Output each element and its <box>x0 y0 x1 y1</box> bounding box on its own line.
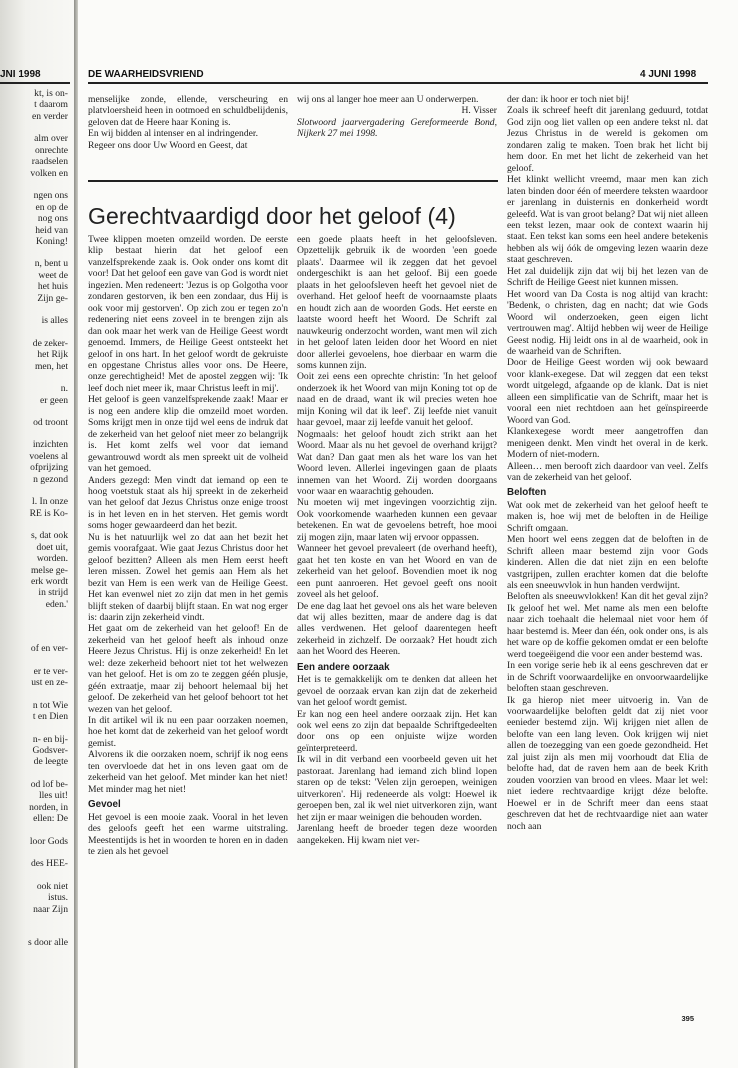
left-page-fragment-line: eden.' <box>45 598 68 610</box>
paragraph: wij ons al langer hoe meer aan U onderwerpen. <box>297 94 479 105</box>
paragraph: Ooit zei eens een oprechte christin: 'In het geloof onderzoek ik het Woord van mijn Koning tot op de naad en de draad, want ik wil precies weten hoe mijn Koning wil dat ik leef'. Zij leefde niet vanuit haar gevoel, maar zij leefde vanuit het geloof. <box>297 371 497 429</box>
left-page-fragment-line: kt, is on- <box>34 88 68 99</box>
paragraph: der dan: ik hoor er toch niet bij! <box>507 94 630 105</box>
left-page-fragment-line <box>0 915 70 926</box>
left-page-fragment-line: loor Gods <box>29 835 68 847</box>
paragraph: Ik wil in dit verband een voorbeeld geven uit het pastoraat. Jarenlang had iemand zich blind lopen staren op de tekst: 'Velen zijn geroepen, weinigen uitverkoren'. Hij redeneerde als volgt: Hoewel ik geroepen ben, zal ik wel niet uitverkoren zijn, want het zijn er maar weinigen die behouden worden. <box>297 754 497 823</box>
left-page-fragments <box>0 88 70 1008</box>
left-page-fragment-line: Koning! <box>36 235 68 247</box>
left-page-fragment-line <box>0 632 70 643</box>
paragraph: Nu is het natuurlijk wel zo dat aan het bezit het gemis voorafgaat. Wie gaat Jezus Christus door het geloof bezitten? Alleen als men Hem eerst heeft leren missen. Zowel het gemis aan Hem als het bezit van Hem is een werk van de Heilige Geest. Het kan evenwel niet zo zijn dat men in het gemis blijft steken of daarbij blijft staan. En wat nog erger is: daarin zijn zekerheid vindt. <box>88 531 288 623</box>
left-page-fragment-line: t en Dien <box>32 711 68 723</box>
left-page-fragment-line <box>0 689 70 700</box>
left-page-fragment-line: inzichten <box>32 439 68 451</box>
subheading-een-andere-oorzaak: Een andere oorzaak <box>297 661 390 673</box>
paragraph: Het klinkt wellicht vreemd, maar men kan zich laten binden door één of meerdere teksten waardoor er jarenlang in duisternis en donkerheid wordt geleefd. Wat is van groot belang? Dat wij niet alleen een tekst lezen, maar ook de context waarin hij staat. Een tekst kan soms een heel andere betekenis hebben als wij óók de omgeving lezen waarin deze staat geschreven. <box>507 174 708 266</box>
left-page-fragment-line <box>0 519 70 530</box>
left-page-fragment-line: is alles <box>41 315 68 327</box>
left-page-fragment-line <box>0 247 70 258</box>
paragraph: Twee klippen moeten omzeild worden. De eerste klip bestaat hierin dat het geloof een vanzelfsprekende zaak is. Ook onder ons komt dit voor! Dat het geloof een gave van God is wordt niet ingezien. Men redeneert: 'Jezus is op Golgotha voor zondaren gestorven, ik ben een zondaar, dus Hij is ook voor mij gestorven'. Op zich zou er tegen zo'n redenering niet eens zoveel in te brengen zijn als dan ook maar het werk van de Heilige Geest wordt genoemd. Immers, de Heilige Geest ontsteekt het geloof in ons hart. In het geloof wordt de gekruiste en opgestane Christus alles voor ons. De Heere, onze gerechtigheid! Met de apostel zeggen wij: 'Ik leef doch niet meer ik, maar Christus leeft in mij'. <box>88 234 288 394</box>
left-page-fragment-line: ngen ons <box>33 190 68 202</box>
left-page-fragment-line: doet uit, <box>36 541 68 553</box>
left-page-fragment-line: de leegte <box>33 756 68 768</box>
author-signature: H. Visser <box>461 105 497 117</box>
left-page-fragment-line <box>0 304 70 315</box>
paragraph: Het zal duidelijk zijn dat wij bij het lezen van de Schrift de Heilige Geest niet kunnen missen. <box>507 265 708 289</box>
paragraph: Jarenlang heeft de broeder tegen deze woorden aangekeken. Hij kwam niet ver- <box>297 823 497 846</box>
paragraph: Alvorens ik die oorzaken noem, schrijf ik nog eens ten overvloede dat het in ons leven gaat om de zekerheid van het geloof. Met minder kan het niet! Met minder mag het niet! <box>88 749 288 795</box>
left-page-fragment-line: de zeker- <box>32 337 68 349</box>
left-page-fragment-line: des HEE- <box>30 858 68 870</box>
left-page-fragment-line: Godsver- <box>32 745 68 757</box>
left-page-fragment-line <box>0 610 70 621</box>
left-page-fragment-line: s door alle <box>28 937 68 949</box>
paragraph: Nogmaals: het geloof houdt zich strikt aan het Woord. Maar als nu het gevoel de overhand krijgt? Wat dan? Dan gaat men als het ware los van het Woord leven. Allerlei ingevingen gaan de plaats innemen van het Woord. Zij worden doorgaans voor waar en waarachtig gehouden. <box>297 428 497 497</box>
article-column-3 <box>507 94 708 1004</box>
left-page-fragment-line: en op de <box>35 201 68 213</box>
left-page-fragment-line: melse ge- <box>30 564 68 576</box>
left-page-fragment-line: weet de <box>38 269 68 281</box>
article-divider-rule <box>88 180 498 182</box>
paragraph: Het gevoel is een mooie zaak. Vooral in het leven des geloofs geeft het een warme uitstraling. Meestentijds is het in woorden te horen en in daden te zien als het gevoel <box>88 811 288 858</box>
paragraph: Zoals ik schreef heeft dit jarenlang geduurd, totdat God zijn oog liet vallen op een andere tekst nl. dat Jezus Christus in de wereld is gekomen om zondaren zalig te maken. Toen brak het licht bij hem door. En met het licht de zekerheid van het geloof. <box>507 105 708 174</box>
paragraph: En wij bidden al intenser en al indringender. <box>88 128 258 140</box>
left-page-fragment-line: ust en ze- <box>31 677 68 689</box>
left-page-fragment-line: er te ver- <box>33 665 68 677</box>
article-column-2 <box>297 234 497 1004</box>
paragraph: In een vorige serie heb ik al eens geschreven dat er in de Schrift voorwaardelijke en onvoorwaardelijke beloften staan geschreven. <box>507 660 708 695</box>
paragraph: Nu moeten wij met ingevingen voorzichtig zijn. Ook voorkomende waarheden kunnen een gevaar betekenen. En wat de gevoelens betreft, hoe mooi zij mogen zijn, maar laten wij ervoor oppassen. <box>297 497 497 543</box>
paragraph: Het is te gemakkelijk om te denken dat alleen het gevoel de oorzaak ervan kan zijn dat de zekerheid van het geloof wordt gemist. <box>297 674 497 709</box>
left-page-fragment-line: t daarom <box>34 99 68 111</box>
left-page-fragment-line: het huis <box>37 281 68 293</box>
left-page-fragment-line: volken en <box>30 167 68 179</box>
left-page-fragment-line: erk wordt <box>30 575 68 587</box>
previous-article-col2 <box>297 94 497 186</box>
paragraph: een goede plaats heeft in het geloofsleven. Opzettelijk gebruik ik de woorden 'een goede plaats'. Daarmee wil ik zeggen dat het gevoel ondergeschikt is aan het geloof. Bij een goede plaats in het geloofsleven heeft het gevoel niet de overhand. Het geloof heeft de voornaamste plaats en houdt zich aan de woorden Gods. Het eerste en laatste woord heeft het Woord. De Schrift zal nauwkeurig onderzocht worden, want men wil zich in het geloof laten leiden door het Woord en niet door allerlei gevoelens, hoe dierbaar en warm die soms kunnen zijn. <box>297 234 497 371</box>
left-page-fragment-line: heid van <box>35 224 68 236</box>
paragraph: menselijke zonde, ellende, verscheuring en platvloersheid heen in ootmoed en schuldbelijdenis, geloven dat de Heere haar Koning is. <box>88 94 288 128</box>
running-header-date: 4 JUNI 1998 <box>640 69 697 80</box>
paragraph: Er kan nog een heel andere oorzaak zijn. Het kan ook wel eens zo zijn dat bepaalde Schriftgedeelten door ons op een onjuiste wijze worden geïnterpreteerd. <box>297 708 497 754</box>
left-page-fragment-line: worden. <box>36 553 68 565</box>
paragraph: Het gaat om de zekerheid van het geloof! En de zekerheid van het geloof heeft als inhoud onze Heere Jezus Christus. Hij is onze zekerheid! En let wel: deze zekerheid behoort niet tot het welwezen van het geloof. Het is om zo te zeggen géén plusje, géén extraatje, maar zij behoort helemaal bij het geloof. De zekerheid van het geloof behoort tot het wezen van het geloof. <box>88 623 288 715</box>
page-number: 395 <box>681 1014 694 1023</box>
paragraph: De ene dag laat het gevoel ons als het ware beleven dat wij alles bezitten, maar de andere dag is dat alles verdwenen. Het geloof daarentegen heeft zekerheid in zichzelf. De oorzaak? Het houdt zich aan het Woord des Heeren. <box>297 600 497 658</box>
left-page-fragment-line <box>0 621 70 632</box>
left-page-fragment-line: of en ver- <box>30 643 68 655</box>
left-page-fragment-line: onrechte <box>34 144 68 156</box>
left-page-fragment-line: n gezond <box>33 473 68 485</box>
left-page-fragment-line: s, dat ook <box>30 530 68 542</box>
subheading-gevoel: Gevoel <box>88 799 121 811</box>
left-page-fragment-line: ook niet <box>36 880 68 892</box>
paragraph: Wanneer het gevoel prevaleert (de overhand heeft), gaat het ten koste en van het Woord en van de zekerheid van het geloof. Bovendien moet ik nog een punt aanroeren. Het gevoel geeft ons nooit zoveel als het geloof. <box>297 543 497 601</box>
left-page-fragment-line: istus. <box>48 892 68 904</box>
left-page-fragment-line: n- en bij- <box>32 733 68 745</box>
left-page-fragment-line <box>0 870 70 881</box>
left-page-fragment-line: naar Zijn <box>33 903 68 915</box>
left-page-fragment-line <box>0 428 70 439</box>
paragraph: Anders gezegd: Men vindt dat iemand op een te hoog voetstuk staat als hij spreekt in de zekerheid van het geloof dat Jezus Christus onze enige troost is in het leven en in het sterven. Het gemis wordt soms hoger gewaardeerd dan het bezit. <box>88 474 288 532</box>
left-page-fragment-line <box>0 327 70 338</box>
article-title: Gerechtvaardigd door het geloof (4) <box>88 203 456 229</box>
article-column-1 <box>88 234 288 1004</box>
source-note: Slotwoord jaarvergadering Gereformeerde Bond, Nijkerk 27 mei 1998. <box>297 116 497 140</box>
left-page-fragment-line <box>0 406 70 417</box>
left-page-fragment-line <box>0 655 70 666</box>
left-page-fragment-line: l. In onze <box>32 496 68 508</box>
paragraph: Ik ga hierop niet meer uitvoerig in. Van de voorwaardelijke beloften geldt dat zij niet voor eenieder bestemd zijn. Wij krijgen niet allen de belofte van een lang leven. Ook krijgen wij niet allen de toezegging van een goede gezondheid. Het zal juist zijn als men mij voorhoudt dat Elia de belofte had, dat de raven hem aan de beek Krith zouden voorzien van brood en vlees. Maar let wel: niet iedere rechtvaardige krijgt déze belofte. Hoewel er in de Schrift meer dan eens staat geschreven dat het de rechtvaardige niet aan water noch aan <box>507 694 708 832</box>
running-header-title: DE WAARHEIDSVRIEND <box>88 69 204 80</box>
left-page-fragment-line <box>0 485 70 496</box>
paragraph: Beloften als sneeuwvlokken! Kan dit het geval zijn? Ik geloof het wel. Met name als men een belofte naar zich toehaalt die helemaal niet voor hem óf haar bestemd is. Meer dan één, ook onder ons, is als het ware op de koffie gekomen omdat er een belofte werd toegeëigend die voor een ander bestemd was. <box>507 591 708 660</box>
paragraph: Het woord van Da Costa is nog altijd van kracht: 'Bedenk, o christen, dag en nacht; dat wie Gods Woord wil onderzoeken, geen eigen licht vertrouwen mag'. Altijd hebben wij weer de Heilige Geest nodig. Hij leidt ons in al de waarheid, ook in de waarheid van de Schriften. <box>507 288 708 357</box>
left-page-fragment-line: n. <box>60 383 68 395</box>
left-page-fragment-line: in strijd <box>38 587 68 599</box>
left-page-fragment-line <box>0 179 70 190</box>
left-page-fragment-line: norden, in <box>29 801 68 813</box>
header-rule <box>88 82 708 84</box>
left-page-fragment-line: er geen <box>40 394 68 406</box>
left-page-fragment-line: voelens al <box>29 450 68 462</box>
left-page-fragment-line: n tot Wie <box>32 699 68 711</box>
left-page-fragment-line: Zijn ge- <box>37 292 68 304</box>
paragraph: Regeer ons door Uw Woord en Geest, dat <box>88 139 248 151</box>
left-page-fragment-line: raadselen <box>31 156 68 168</box>
left-page-fragment-line: het Rijk <box>37 349 68 361</box>
left-page-fragment-line: en verder <box>32 110 68 122</box>
left-page-fragment-line: n, bent u <box>34 258 68 270</box>
left-page-fragment-line <box>0 847 70 858</box>
paragraph: Wat ook met de zekerheid van het geloof heeft te maken is, hoe wij met de beloften in de Heilige Schrift omgaan. <box>507 499 708 534</box>
left-page-fragment-line: alm over <box>34 133 68 145</box>
left-page-fragment-line: men, het <box>34 360 68 372</box>
left-page-fragment-line <box>0 825 70 836</box>
left-page-fragment-line: ellen: De <box>33 813 68 825</box>
left-page-fragment-line: od troont <box>33 416 68 428</box>
paragraph: Door de Heilige Geest worden wij ook bewaard voor klank-exegese. Dat wil zeggen dat een tekst wordt uitgelegd, afgaande op de klank. Dat is niet alleen een simplificatie van de Schrift, maar het is vooral een niet rechtdoen aan het geïnspireerde Woord van God. <box>507 357 708 426</box>
left-page-fragment-line <box>0 372 70 383</box>
left-page-fragment-line: RE is Ko- <box>29 507 68 519</box>
left-page-fragment-line: lles uit! <box>38 790 68 802</box>
paragraph: Klankexegese wordt meer aangetroffen dan menigeen denkt. Men vindt het overal in de kerk. Modern of niet-modern. <box>507 426 708 461</box>
left-page-fragment-line <box>0 723 70 734</box>
paragraph: Men hoort wel eens zeggen dat de beloften in de Schrift alleen maar bestemd zijn voor Gods kinderen. Allen die dat niet zijn en een belofte vastgrijpen, zullen erachter komen dat die belofte als een sneeuwvlok in hun handen verdwijnt. <box>507 534 708 592</box>
paragraph: Het geloof is geen vanzelfsprekende zaak! Maar er is nog een andere klip die omzeild moet worden. Soms krijgt men in onze tijd wel eens de indruk dat de zekerheid van het geloof niet meer zo belangrijk is. Het komt zelfs wel voor dat iemand gewantrouwd wordt als men spreekt uit de volheid van het gemoed. <box>88 394 288 475</box>
left-page-fragment-line <box>0 926 70 937</box>
left-page-fragment-line: ofprijzing <box>30 462 68 474</box>
subheading-beloften: Beloften <box>507 487 547 499</box>
left-page-header-rule <box>0 82 70 84</box>
previous-article-col1 <box>88 94 288 186</box>
page-gutter <box>74 0 78 1068</box>
left-page-fragment-line: od lof be- <box>30 778 68 790</box>
left-page-fragment-line: nog ons <box>37 213 68 225</box>
left-page-header: JNI 1998 <box>0 69 41 80</box>
paragraph: In dit artikel wil ik nu een paar oorzaken noemen, hoe het komt dat de zekerheid van het geloof wordt gemist. <box>88 715 288 749</box>
paragraph: Alleen… men berooft zich daardoor van veel. Zelfs van de zekerheid van het geloof. <box>507 460 708 483</box>
left-page-fragment-line <box>0 768 70 779</box>
left-page-fragment-line <box>0 122 70 133</box>
